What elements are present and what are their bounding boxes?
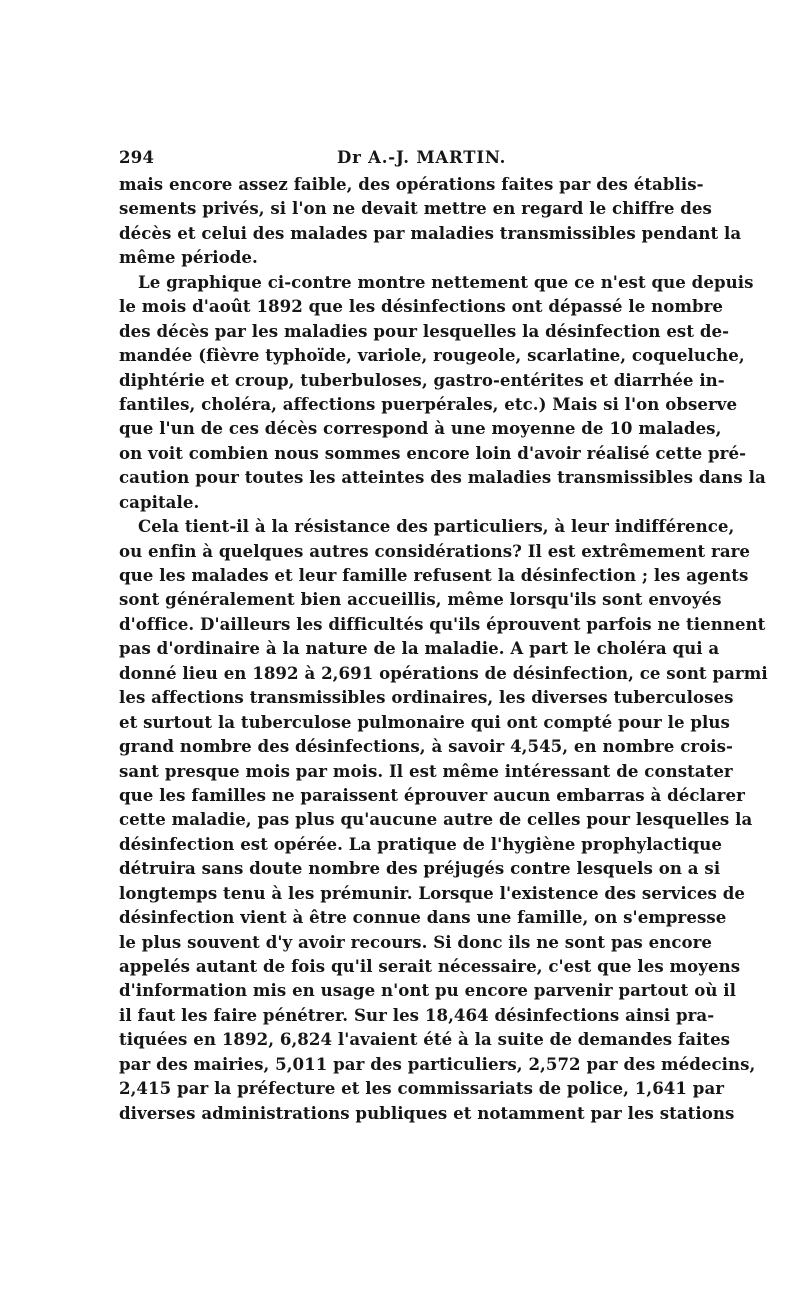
running-head-author: Dr A.-J. MARTIN. (337, 148, 507, 167)
text-line: ou enfin à quelques autres considérations? Il est extrêmement rare (119, 540, 751, 561)
text-line: sements privés, si l'on ne devait mettre en regard le chiffre des (119, 198, 712, 219)
text-line: que les familles ne paraissent éprouver aucun embarras à déclarer (119, 784, 745, 805)
text-line: donné lieu en 1892 à 2,691 opérations de désinfection, ce sont parmi (119, 662, 768, 683)
text-line: Le graphique ci-contre montre nettement que ce n'est que depuis (138, 271, 754, 292)
text-line: 2,415 par la préfecture et les commissariats de police, 1,641 par (119, 1078, 725, 1099)
text-line: les affections transmissibles ordinaires, les diverses tuberculoses (119, 687, 734, 708)
text-line: pas d'ordinaire à la nature de la maladie. A part le choléra qui a (119, 638, 720, 659)
text-line: diverses administrations publiques et notamment par les stations (119, 1102, 735, 1123)
text-line: grand nombre des désinfections, à savoir 4,545, en nombre crois- (119, 736, 733, 757)
text-line: décès et celui des malades par maladies transmissibles pendant la (119, 222, 742, 243)
text-line: désinfection vient à être connue dans une famille, on s'empresse (119, 907, 727, 928)
text-line: cette maladie, pas plus qu'aucune autre de celles pour lesquelles la (119, 809, 753, 830)
page-number: 294 (119, 148, 155, 167)
text-line: mais encore assez faible, des opérations faites par des établis- (119, 174, 704, 194)
text-line: sant presque mois par mois. Il est même intéressant de constater (119, 760, 733, 781)
document-page (119, 140, 768, 1125)
running-head (119, 140, 684, 172)
text-line: on voit combien nous sommes encore loin d'avoir réalisé cette pré- (119, 442, 747, 463)
text-line: d'office. D'ailleurs les difficultés qu'ils éprouvent parfois ne tiennent (119, 613, 766, 634)
text-line: il faut les faire pénétrer. Sur les 18,464 désinfections ainsi pra- (119, 1004, 715, 1025)
text-line: longtemps tenu à les prémunir. Lorsque l'existence des services de (119, 882, 745, 903)
text-line: des décès par les maladies pour lesquelles la désinfection est de- (119, 320, 730, 341)
text-line: même période. (119, 247, 258, 268)
text-line: détruira sans doute nombre des préjugés contre lesquels on a si (119, 858, 721, 879)
text-line: caution pour toutes les atteintes des maladies transmissibles dans la (119, 467, 766, 488)
text-line: sont généralement bien accueillis, même lorsqu'ils sont envoyés (119, 589, 722, 610)
text-line: le plus souvent d'y avoir recours. Si donc ils ne sont pas encore (119, 931, 713, 952)
text-line: que les malades et leur famille refusent la désinfection ; les agents (119, 565, 749, 585)
text-line: désinfection est opérée. La pratique de l'hygiène prophylactique (119, 833, 722, 854)
text-line: fantiles, choléra, affections puerpérales, etc.) Mais si l'on observe (119, 393, 738, 414)
text-line: d'information mis en usage n'ont pu encore parvenir partout où il (119, 980, 736, 1001)
text-line: appelés autant de fois qu'il serait nécessaire, c'est que les moyens (119, 956, 741, 976)
text-line: mandée (fièvre typhoïde, variole, rougeole, scarlatine, coqueluche, (119, 345, 745, 366)
text-line: par des mairies, 5,011 par des particuliers, 2,572 par des médecins, (119, 1053, 756, 1074)
text-line: tiquées en 1892, 6,824 l'avaient été à la suite de demandes faites (119, 1029, 731, 1050)
text-line: que l'un de ces décès correspond à une moyenne de 10 malades, (119, 418, 722, 439)
text-line: capitale. (119, 491, 200, 512)
text-line: le mois d'août 1892 que les désinfections ont dépassé le nombre (119, 296, 724, 317)
text-line: et surtout la tuberculose pulmonaire qui ont compté pour le plus (119, 711, 730, 732)
body-text (119, 172, 768, 1125)
text-line: Cela tient-il à la résistance des particuliers, à leur indifférence, (138, 516, 735, 537)
text-line: diphtérie et croup, tuberbuloses, gastro-entérites et diarrhée in- (119, 369, 725, 390)
